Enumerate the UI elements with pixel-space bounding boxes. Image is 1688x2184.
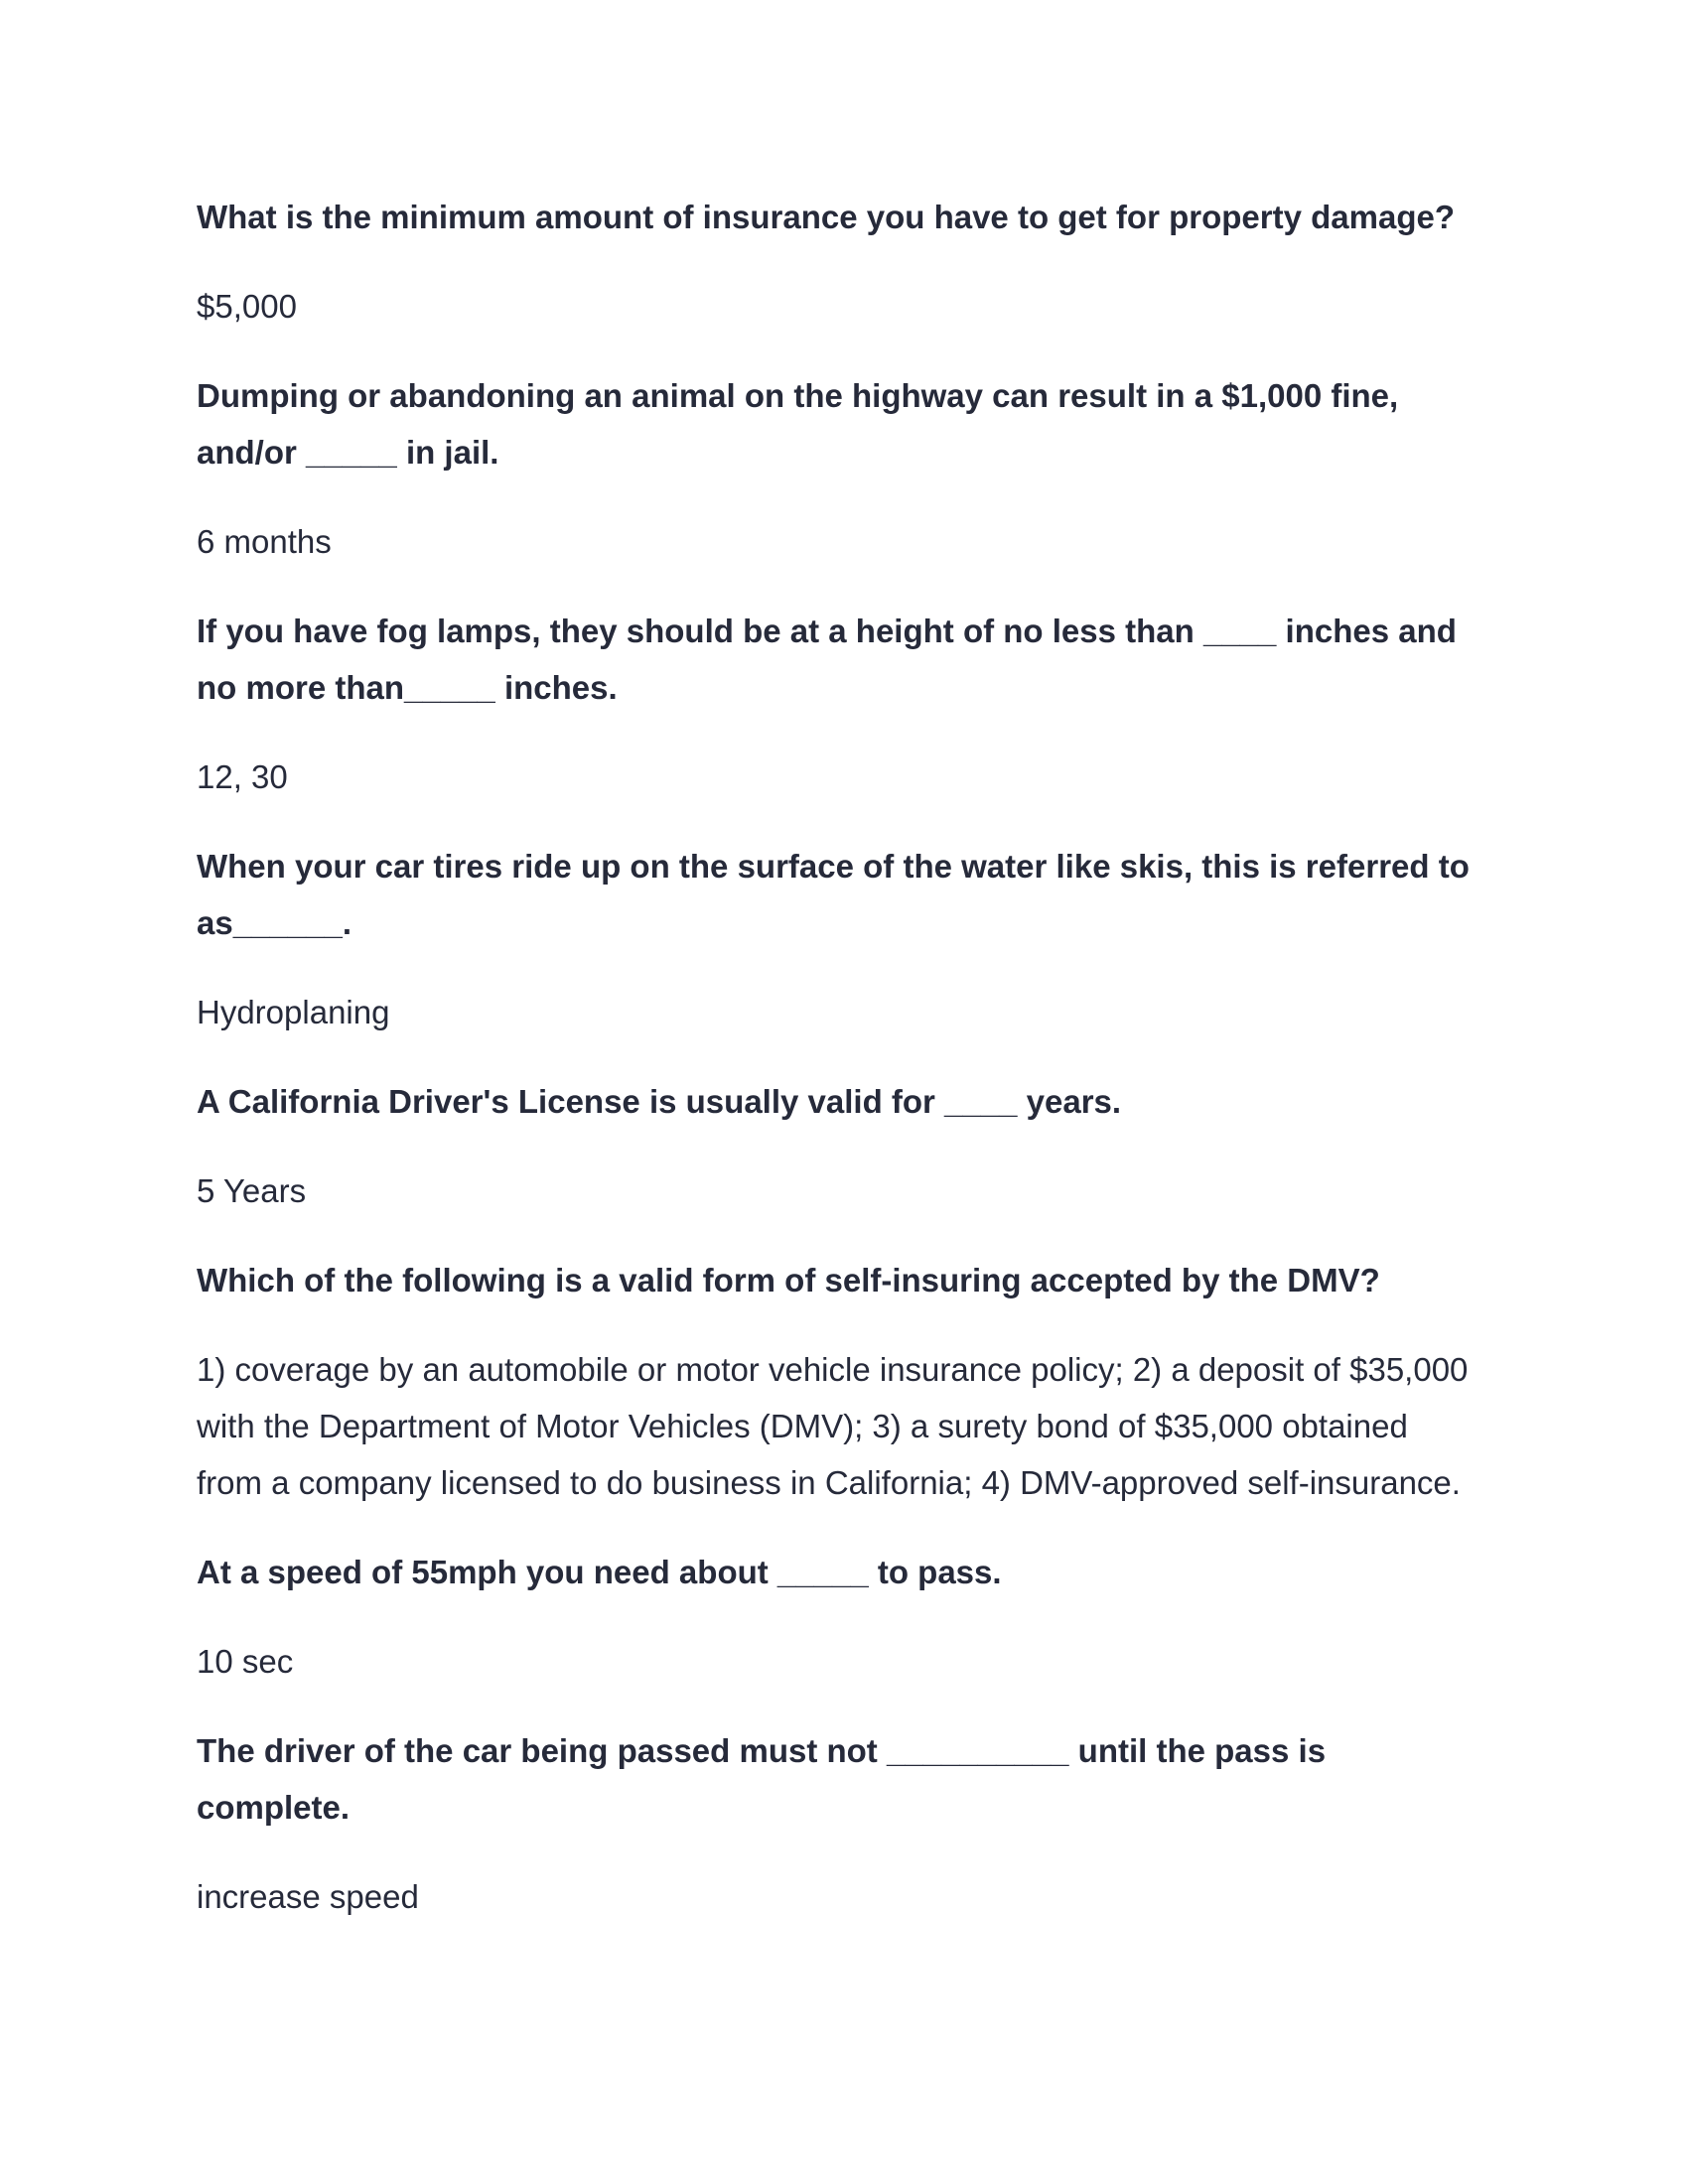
question-line: If you have fog lamps, they should be at a height of no less than ____ inches and xyxy=(197,613,1457,649)
question-line: as______. xyxy=(197,904,352,941)
answer-line: 5 Years xyxy=(197,1172,307,1209)
question-line: When your car tires ride up on the surface of the water like skis, this is referred to xyxy=(197,848,1470,885)
question-text xyxy=(197,189,1507,245)
question-text xyxy=(197,1722,1507,1836)
question-text xyxy=(197,603,1507,716)
answer-line: from a company licensed to do business in California; 4) DMV-approved self-insurance. xyxy=(197,1464,1461,1501)
answer-text xyxy=(197,278,1507,335)
answer-text xyxy=(197,1868,1507,1925)
question-text xyxy=(197,1252,1507,1308)
question-line: no more than_____ inches. xyxy=(197,669,618,706)
document-body xyxy=(197,189,1507,1958)
question-text xyxy=(197,367,1507,480)
answer-text xyxy=(197,1341,1507,1511)
answer-line: $5,000 xyxy=(197,288,297,325)
answer-text xyxy=(197,984,1507,1040)
question-line: The driver of the car being passed must not __________ until the pass is xyxy=(197,1732,1327,1769)
answer-line: 1) coverage by an automobile or motor vehicle insurance policy; 2) a deposit of $35,000 xyxy=(197,1351,1469,1388)
question-line: Which of the following is a valid form of self-insuring accepted by the DMV? xyxy=(197,1262,1380,1298)
question-line: complete. xyxy=(197,1789,351,1826)
answer-text xyxy=(197,749,1507,805)
answer-line: 12, 30 xyxy=(197,758,288,795)
question-text xyxy=(197,838,1507,951)
question-text xyxy=(197,1073,1507,1130)
answer-line: 6 months xyxy=(197,523,332,560)
question-line: A California Driver's License is usually valid for ____ years. xyxy=(197,1083,1122,1120)
answer-line: 10 sec xyxy=(197,1643,294,1680)
question-line: and/or _____ in jail. xyxy=(197,434,499,471)
question-text xyxy=(197,1544,1507,1600)
question-line: What is the minimum amount of insurance you have to get for property damage? xyxy=(197,199,1455,235)
answer-line: increase speed xyxy=(197,1878,419,1915)
answer-text xyxy=(197,1633,1507,1690)
question-line: Dumping or abandoning an animal on the highway can result in a $1,000 fine, xyxy=(197,377,1399,414)
answer-text xyxy=(197,513,1507,570)
answer-line: Hydroplaning xyxy=(197,994,390,1030)
answer-line: with the Department of Motor Vehicles (DMV); 3) a surety bond of $35,000 obtained xyxy=(197,1408,1408,1444)
question-line: At a speed of 55mph you need about _____ to pass. xyxy=(197,1554,1002,1590)
answer-text xyxy=(197,1162,1507,1219)
